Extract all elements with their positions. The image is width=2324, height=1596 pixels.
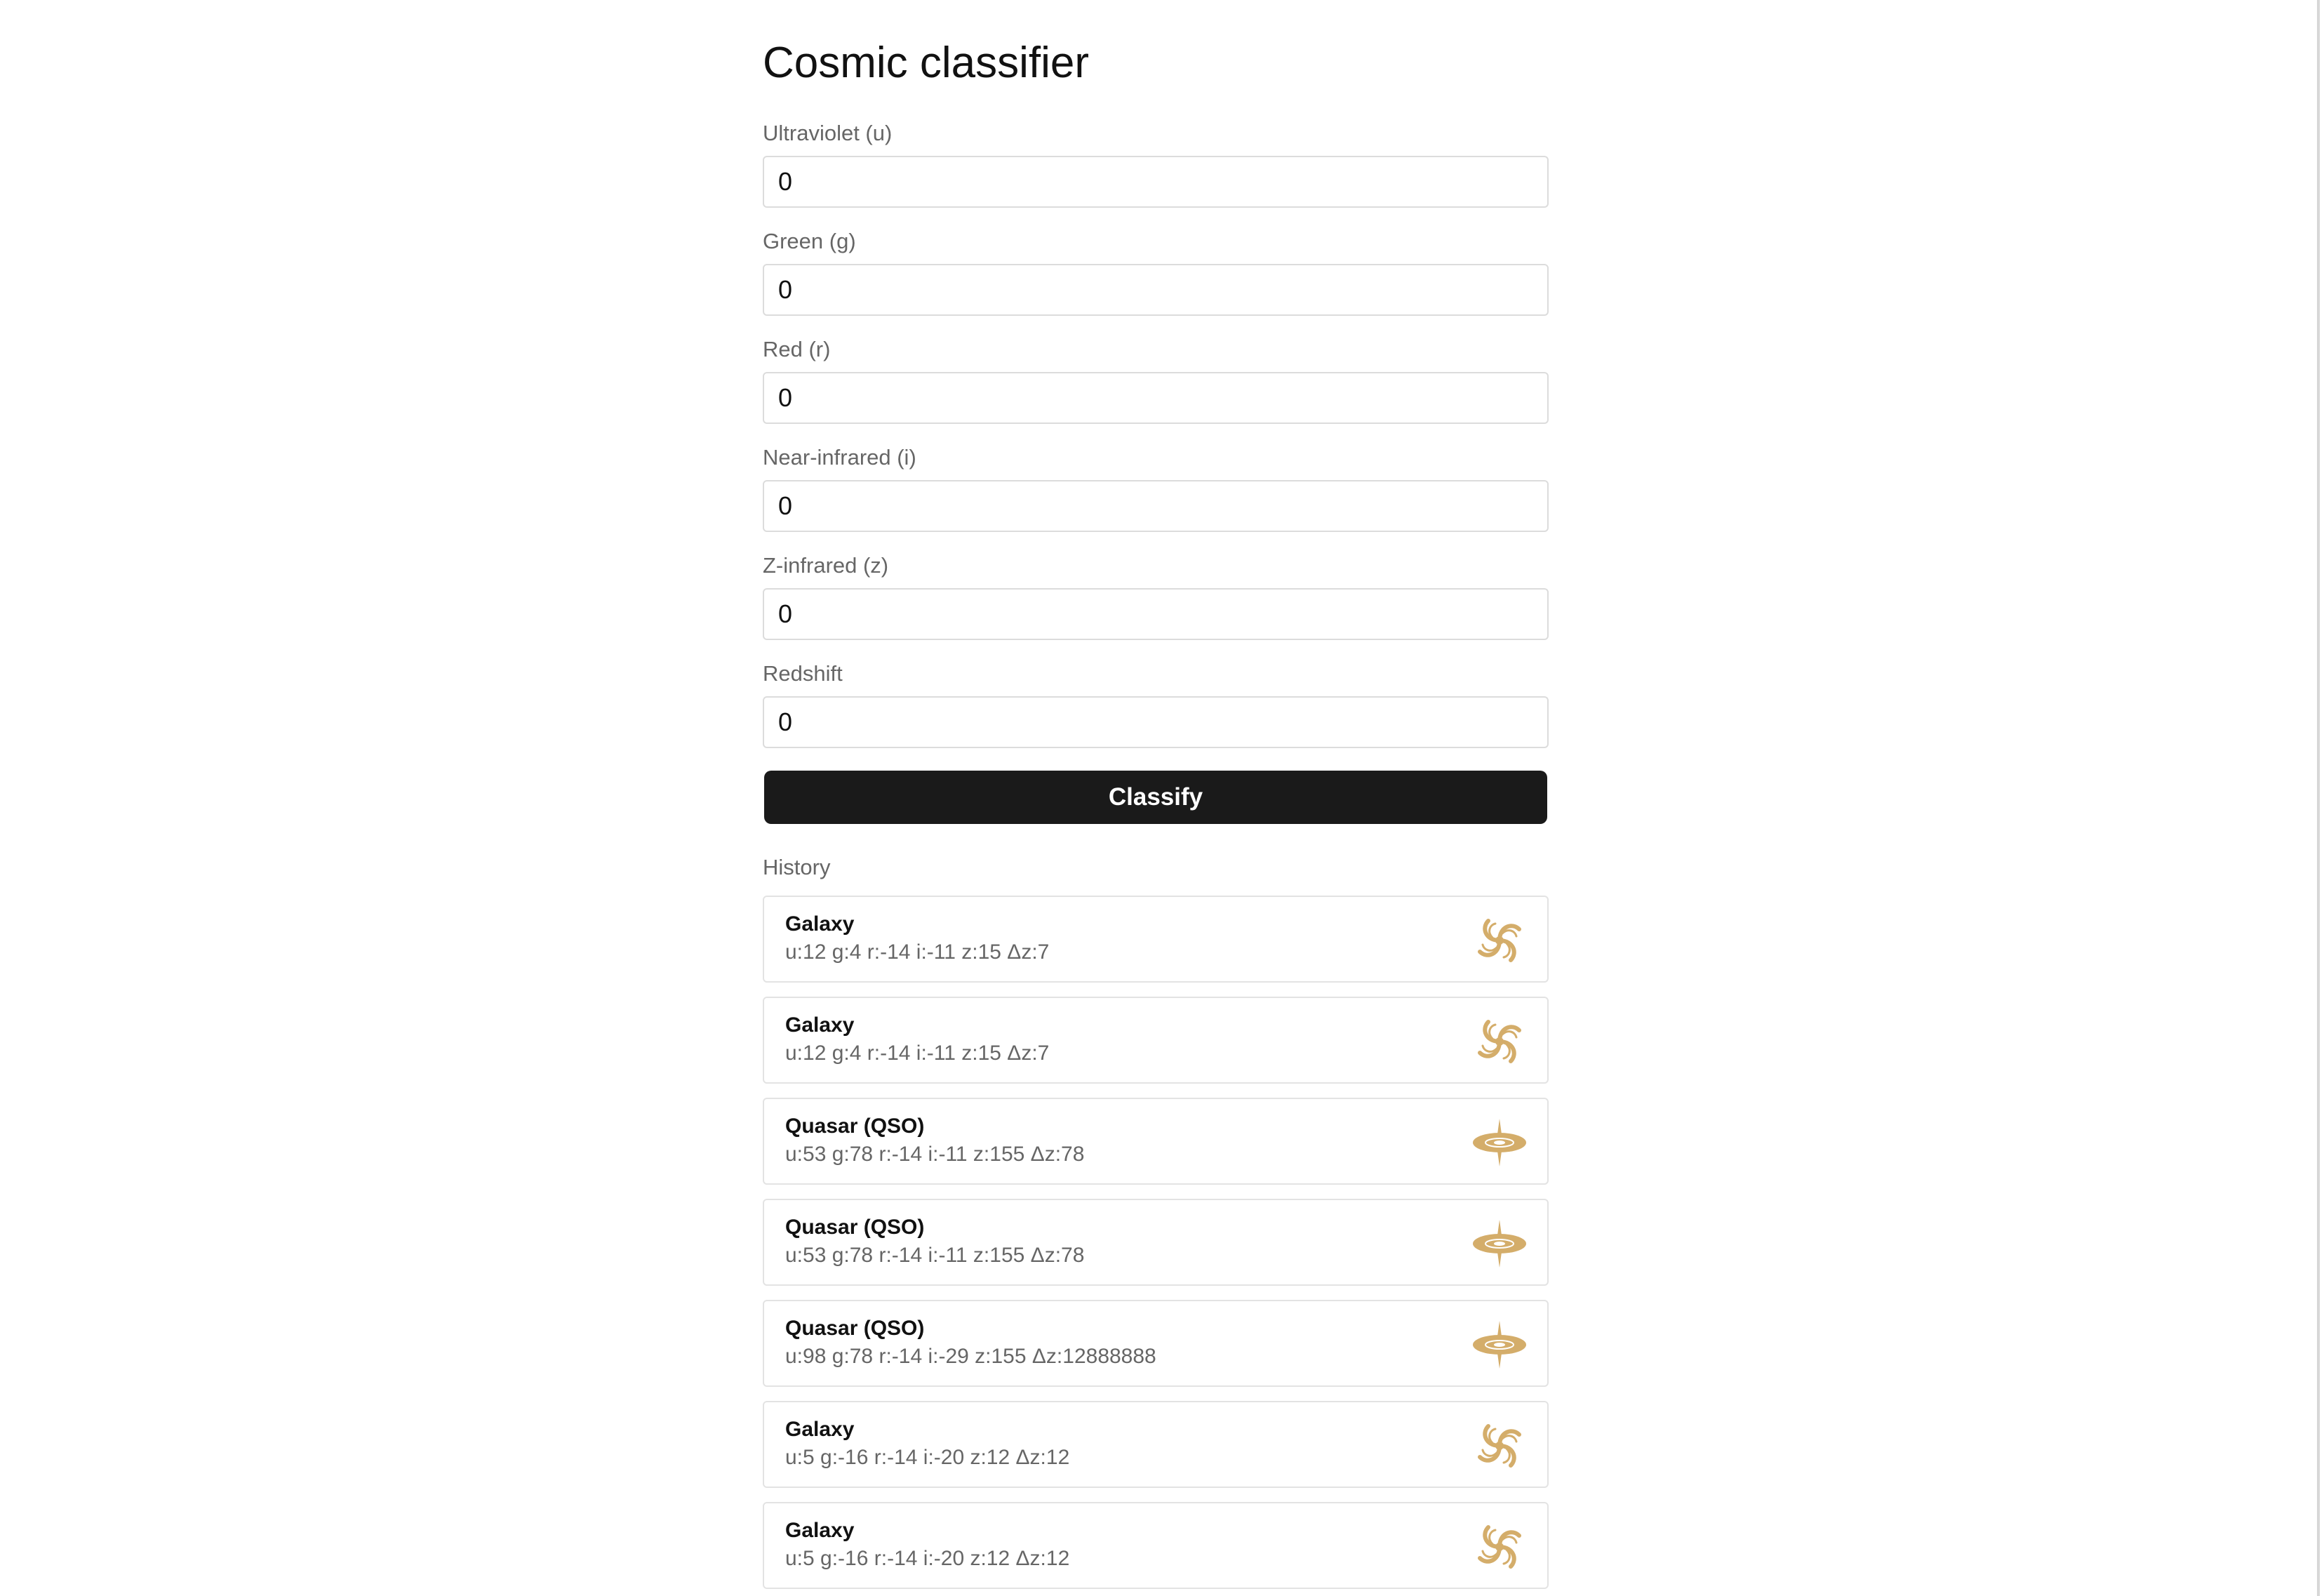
- galaxy-icon: [1471, 1519, 1528, 1575]
- redshift-label: Redshift: [763, 661, 843, 686]
- z-infrared-input[interactable]: [763, 588, 1549, 640]
- quasar-icon: [1471, 1216, 1528, 1272]
- history-item[interactable]: [763, 896, 1549, 983]
- history-item-detail: u:98 g:78 r:-14 i:-29 z:155 Δz:12888888: [785, 1345, 1156, 1368]
- page-title: Cosmic classifier: [763, 39, 1090, 87]
- history-heading: History: [763, 855, 831, 879]
- quasar-icon: [1471, 1115, 1528, 1171]
- history-item-detail: u:5 g:-16 r:-14 i:-20 z:12 Δz:12: [785, 1547, 1070, 1570]
- history-item-title: Galaxy: [785, 1013, 855, 1037]
- red-input[interactable]: [763, 372, 1549, 424]
- history-item[interactable]: [763, 1300, 1549, 1387]
- history-item-title: Galaxy: [785, 1519, 855, 1542]
- history-item[interactable]: [763, 1401, 1549, 1488]
- history-item-detail: u:53 g:78 r:-14 i:-11 z:155 Δz:78: [785, 1244, 1085, 1267]
- near-infrared-input[interactable]: [763, 480, 1549, 532]
- ultraviolet-label: Ultraviolet (u): [763, 121, 893, 145]
- galaxy-icon: [1471, 1418, 1528, 1474]
- history-item-title: Galaxy: [785, 912, 855, 936]
- quasar-icon: [1471, 1317, 1528, 1373]
- ultraviolet-input[interactable]: [763, 156, 1549, 208]
- history-item[interactable]: [763, 1502, 1549, 1589]
- green-input[interactable]: [763, 264, 1549, 316]
- green-label: Green (g): [763, 229, 856, 253]
- history-item-detail: u:53 g:78 r:-14 i:-11 z:155 Δz:78: [785, 1143, 1085, 1166]
- history-item-detail: u:12 g:4 r:-14 i:-11 z:15 Δz:7: [785, 1042, 1050, 1065]
- galaxy-icon: [1471, 1013, 1528, 1070]
- history-item-title: Quasar (QSO): [785, 1115, 925, 1138]
- history-item[interactable]: [763, 1098, 1549, 1185]
- near-infrared-label: Near-infrared (i): [763, 445, 916, 470]
- history-item[interactable]: [763, 1199, 1549, 1286]
- scrollbar[interactable]: [2317, 0, 2320, 1596]
- history-item[interactable]: [763, 997, 1549, 1084]
- z-infrared-label: Z-infrared (z): [763, 553, 889, 578]
- history-item-title: Galaxy: [785, 1418, 855, 1441]
- red-label: Red (r): [763, 337, 831, 361]
- redshift-input[interactable]: [763, 696, 1549, 748]
- history-item-detail: u:12 g:4 r:-14 i:-11 z:15 Δz:7: [785, 940, 1050, 964]
- history-item-title: Quasar (QSO): [785, 1317, 925, 1340]
- classify-button[interactable]: Classify: [764, 771, 1547, 824]
- history-item-title: Quasar (QSO): [785, 1216, 925, 1239]
- history-item-detail: u:5 g:-16 r:-14 i:-20 z:12 Δz:12: [785, 1446, 1070, 1469]
- galaxy-icon: [1471, 912, 1528, 969]
